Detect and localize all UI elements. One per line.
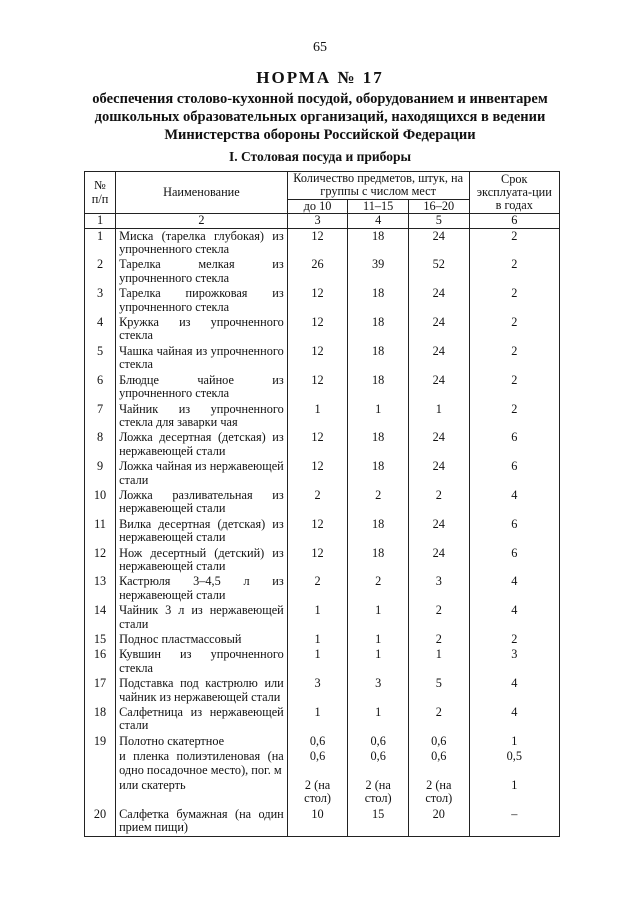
item-name: Тарелка пирожковая из упрочненного стекла xyxy=(116,286,288,315)
service-life: 4 xyxy=(469,574,559,603)
table-row xyxy=(85,546,560,575)
qty-group-1: 0,6 xyxy=(287,749,348,778)
qty-group-3: 2 (на стол) xyxy=(408,778,469,807)
row-number: 2 xyxy=(85,257,116,286)
item-name: Подставка под кастрюлю или чайник из нержавеющей стали xyxy=(116,676,288,705)
qty-group-2: 18 xyxy=(348,517,409,546)
qty-group-3: 1 xyxy=(408,647,469,676)
qty-group-2: 18 xyxy=(348,315,409,344)
table-row xyxy=(85,430,560,459)
item-name: Блюдце чайное из упрочненного стекла xyxy=(116,373,288,402)
row-number: 10 xyxy=(85,488,116,517)
qty-group-1: 1 xyxy=(287,632,348,647)
qty-group-2: 0,6 xyxy=(348,734,409,749)
row-number: 17 xyxy=(85,676,116,705)
service-life: 2 xyxy=(469,632,559,647)
item-name: Кружка из упрочненного стекла xyxy=(116,315,288,344)
table-row xyxy=(85,705,560,734)
row-number: 8 xyxy=(85,430,116,459)
qty-group-3: 2 xyxy=(408,488,469,517)
qty-group-3: 24 xyxy=(408,228,469,257)
row-number: 13 xyxy=(85,574,116,603)
service-life: 4 xyxy=(469,705,559,734)
service-life: 4 xyxy=(469,676,559,705)
service-life: 4 xyxy=(469,488,559,517)
qty-group-1: 2 (на стол) xyxy=(287,778,348,807)
table-row xyxy=(85,344,560,373)
qty-group-2: 3 xyxy=(348,676,409,705)
qty-group-3: 3 xyxy=(408,574,469,603)
row-number: 12 xyxy=(85,546,116,575)
qty-group-1: 1 xyxy=(287,402,348,431)
column-number-row xyxy=(85,214,560,228)
norm-table xyxy=(84,171,560,837)
item-name: Салфетка бумажная (на один прием пищи) xyxy=(116,807,288,836)
item-name: Ложка чайная из нержавеющей стали xyxy=(116,459,288,488)
item-name: Кастрюля 3–4,5 л из нержавеющей стали xyxy=(116,574,288,603)
qty-group-2: 15 xyxy=(348,807,409,836)
document-subtitle: обеспечения столово-кухонной посудой, оборудованием и инвентарем дошкольных образовательных организаций, находящихся в ведении Министерства обороны Российской Федерации xyxy=(92,91,548,143)
item-name: или скатерть xyxy=(116,778,288,807)
qty-group-3: 24 xyxy=(408,344,469,373)
row-number: 15 xyxy=(85,632,116,647)
table-row xyxy=(85,459,560,488)
service-life: – xyxy=(469,807,559,836)
table-row xyxy=(85,632,560,647)
qty-group-3: 1 xyxy=(408,402,469,431)
qty-group-1: 12 xyxy=(287,315,348,344)
qty-group-1: 12 xyxy=(287,286,348,315)
row-number xyxy=(85,778,116,807)
qty-group-1: 12 xyxy=(287,517,348,546)
qty-group-2: 1 xyxy=(348,402,409,431)
qty-group-2: 18 xyxy=(348,546,409,575)
qty-group-3: 24 xyxy=(408,546,469,575)
row-number xyxy=(85,749,116,778)
row-number: 1 xyxy=(85,228,116,257)
table-row xyxy=(85,286,560,315)
table-row xyxy=(85,676,560,705)
qty-group-1: 3 xyxy=(287,676,348,705)
item-name: Салфетница из нержавеющей стали xyxy=(116,705,288,734)
table-row xyxy=(85,574,560,603)
table-row xyxy=(85,373,560,402)
qty-group-3: 2 xyxy=(408,632,469,647)
item-name: Кувшин из упрочненного стекла xyxy=(116,647,288,676)
table-row xyxy=(85,517,560,546)
qty-group-2: 18 xyxy=(348,459,409,488)
qty-group-3: 2 xyxy=(408,603,469,632)
colnum: 2 xyxy=(116,214,288,228)
header-qty: Количество предметов, штук, на группы с числом мест xyxy=(287,172,469,200)
header-no: № п/п xyxy=(85,172,116,214)
qty-group-1: 1 xyxy=(287,603,348,632)
colnum: 4 xyxy=(348,214,409,228)
qty-group-1: 10 xyxy=(287,807,348,836)
qty-group-2: 0,6 xyxy=(348,749,409,778)
qty-group-3: 24 xyxy=(408,373,469,402)
table-row xyxy=(85,228,560,257)
qty-group-1: 2 xyxy=(287,574,348,603)
qty-group-2: 18 xyxy=(348,286,409,315)
service-life: 2 xyxy=(469,286,559,315)
qty-group-2: 2 xyxy=(348,488,409,517)
qty-group-1: 12 xyxy=(287,430,348,459)
service-life: 2 xyxy=(469,315,559,344)
service-life: 2 xyxy=(469,228,559,257)
qty-group-2: 18 xyxy=(348,373,409,402)
qty-group-1: 12 xyxy=(287,228,348,257)
row-number: 16 xyxy=(85,647,116,676)
row-number: 3 xyxy=(85,286,116,315)
header-name: Наименование xyxy=(116,172,288,214)
qty-group-3: 24 xyxy=(408,459,469,488)
header-group-2: 11–15 xyxy=(348,199,409,213)
table-row xyxy=(85,749,560,778)
row-number: 11 xyxy=(85,517,116,546)
qty-group-2: 18 xyxy=(348,430,409,459)
table-body xyxy=(85,228,560,836)
qty-group-3: 52 xyxy=(408,257,469,286)
qty-group-2: 1 xyxy=(348,705,409,734)
table-row xyxy=(85,488,560,517)
qty-group-3: 20 xyxy=(408,807,469,836)
service-life: 2 xyxy=(469,402,559,431)
qty-group-1: 0,6 xyxy=(287,734,348,749)
service-life: 2 xyxy=(469,257,559,286)
service-life: 3 xyxy=(469,647,559,676)
qty-group-2: 1 xyxy=(348,647,409,676)
row-number: 4 xyxy=(85,315,116,344)
item-name: Ложка десертная (детская) из нержавеющей стали xyxy=(116,430,288,459)
qty-group-3: 0,6 xyxy=(408,749,469,778)
item-name: Нож десертный (детский) из нержавеющей стали xyxy=(116,546,288,575)
row-number: 18 xyxy=(85,705,116,734)
table-row xyxy=(85,734,560,749)
row-number: 7 xyxy=(85,402,116,431)
row-number: 5 xyxy=(85,344,116,373)
service-life: 6 xyxy=(469,517,559,546)
item-name: и пленка полиэтиленовая (на одно посадочное место), пог. м xyxy=(116,749,288,778)
qty-group-1: 26 xyxy=(287,257,348,286)
section-heading: I. Столовая посуда и приборы xyxy=(228,149,412,164)
colnum: 5 xyxy=(408,214,469,228)
service-life: 2 xyxy=(469,373,559,402)
service-life: 1 xyxy=(469,778,559,807)
qty-group-1: 12 xyxy=(287,373,348,402)
header-group-3: 16–20 xyxy=(408,199,469,213)
table-row xyxy=(85,315,560,344)
item-name: Миска (тарелка глубокая) из упрочненного стекла xyxy=(116,228,288,257)
item-name: Поднос пластмассовый xyxy=(116,632,288,647)
qty-group-1: 12 xyxy=(287,459,348,488)
table-row xyxy=(85,257,560,286)
service-life: 4 xyxy=(469,603,559,632)
qty-group-3: 24 xyxy=(408,315,469,344)
qty-group-2: 39 xyxy=(348,257,409,286)
document-title: НОРМА № 17 xyxy=(256,68,384,87)
qty-group-2: 18 xyxy=(348,344,409,373)
item-name: Чайник 3 л из нержавеющей стали xyxy=(116,603,288,632)
page-number: 65 xyxy=(313,40,327,55)
qty-group-1: 1 xyxy=(287,705,348,734)
colnum: 1 xyxy=(85,214,116,228)
item-name: Тарелка мелкая из упрочненного стекла xyxy=(116,257,288,286)
table-row xyxy=(85,647,560,676)
row-number: 6 xyxy=(85,373,116,402)
item-name: Ложка разливательная из нержавеющей стали xyxy=(116,488,288,517)
qty-group-1: 1 xyxy=(287,647,348,676)
qty-group-2: 1 xyxy=(348,632,409,647)
row-number: 14 xyxy=(85,603,116,632)
row-number: 9 xyxy=(85,459,116,488)
qty-group-2: 2 xyxy=(348,574,409,603)
item-name: Чашка чайная из упрочненного стекла xyxy=(116,344,288,373)
qty-group-3: 0,6 xyxy=(408,734,469,749)
service-life: 6 xyxy=(469,459,559,488)
table-row xyxy=(85,402,560,431)
qty-group-3: 24 xyxy=(408,286,469,315)
qty-group-3: 24 xyxy=(408,430,469,459)
item-name: Полотно скатертное xyxy=(116,734,288,749)
table-row xyxy=(85,778,560,807)
item-name: Вилка десертная (детская) из нержавеющей стали xyxy=(116,517,288,546)
qty-group-3: 24 xyxy=(408,517,469,546)
row-number: 20 xyxy=(85,807,116,836)
header-group-1: до 10 xyxy=(287,199,348,213)
qty-group-2: 1 xyxy=(348,603,409,632)
qty-group-3: 2 xyxy=(408,705,469,734)
service-life: 6 xyxy=(469,430,559,459)
header-srok: Срок эксплуата-ции в годах xyxy=(469,172,559,214)
row-number: 19 xyxy=(85,734,116,749)
colnum: 6 xyxy=(469,214,559,228)
service-life: 0,5 xyxy=(469,749,559,778)
table-row xyxy=(85,807,560,836)
qty-group-1: 2 xyxy=(287,488,348,517)
colnum: 3 xyxy=(287,214,348,228)
item-name: Чайник из упрочненного стекла для заварки чая xyxy=(116,402,288,431)
qty-group-2: 18 xyxy=(348,228,409,257)
service-life: 2 xyxy=(469,344,559,373)
service-life: 1 xyxy=(469,734,559,749)
qty-group-3: 5 xyxy=(408,676,469,705)
table-row xyxy=(85,603,560,632)
qty-group-2: 2 (на стол) xyxy=(348,778,409,807)
qty-group-1: 12 xyxy=(287,546,348,575)
service-life: 6 xyxy=(469,546,559,575)
qty-group-1: 12 xyxy=(287,344,348,373)
